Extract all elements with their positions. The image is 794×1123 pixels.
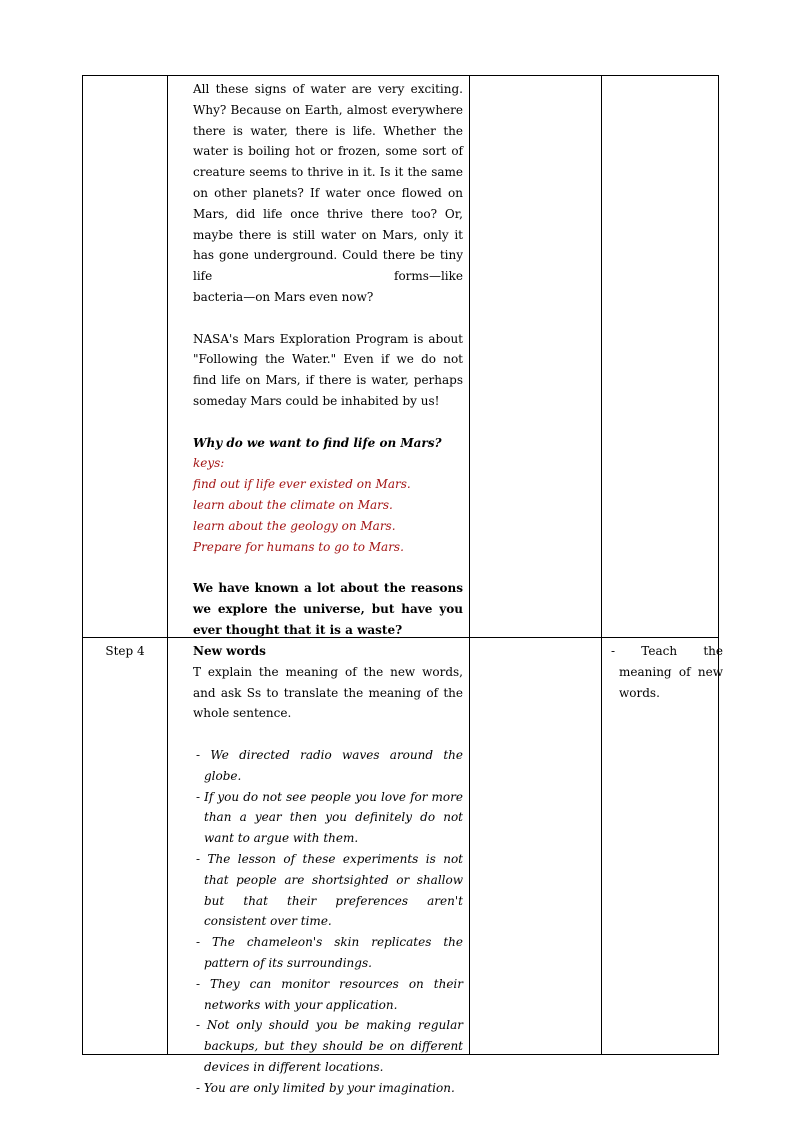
- column-divider-2: [469, 75, 470, 1055]
- table-right-border: [718, 75, 719, 1055]
- example-sentence: - Not only should you be making regular backups, but they should be on different devices in different locations.: [196, 1018, 463, 1074]
- example-sentence: - The chameleon's skin replicates the pattern of its surroundings.: [196, 935, 463, 970]
- key-item: learn about the geology on Mars.: [193, 518, 396, 533]
- instruction-text: T explain the meaning of the new words, and ask Ss to translate the meaning of the whole sentence.: [193, 664, 463, 721]
- table-left-border: [82, 75, 83, 1055]
- water-paragraph-end: bacteria—on Mars even now?: [193, 289, 374, 304]
- purpose-text: - Teach the meaning of new words.: [611, 644, 723, 700]
- key-item: Prepare for humans to go to Mars.: [193, 539, 404, 554]
- column-divider-3: [601, 75, 602, 1055]
- step-label: Step 4: [105, 644, 145, 658]
- example-sentence: - The lesson of these experiments is not that people are shortsighted or shallow but that their preferences aren't consistent over time.: [196, 851, 463, 929]
- key-item: find out if life ever existed on Mars.: [193, 477, 411, 492]
- example-sentence: - We directed radio waves around the globe.: [196, 747, 463, 783]
- key-item: learn about the climate on Mars.: [193, 497, 393, 512]
- question-heading: Why do we want to find life on Mars?: [193, 435, 442, 450]
- example-sentence: - They can monitor resources on their networks with your application.: [196, 976, 463, 1012]
- new-words-heading: New words: [193, 644, 266, 658]
- row1-content-cell: [193, 79, 463, 641]
- closing-statement: We have known a lot about the reasons we explore the universe, but have you ever thought that it is a waste?: [193, 581, 463, 637]
- column-divider-1: [167, 75, 168, 1055]
- table-top-border: [82, 75, 719, 76]
- example-sentence: - You are only limited by your imagination.: [196, 1080, 455, 1095]
- keys-label: keys:: [193, 456, 225, 471]
- example-sentence: - If you do not see people you love for more than a year then you definitely do not want to argue with them.: [196, 789, 463, 846]
- nasa-paragraph: NASA's Mars Exploration Program is about "Following the Water." Even if we do not find life on Mars, if there is water, perhaps someday Mars could be inhabited by us!: [193, 331, 463, 408]
- row2-content-cell: [193, 641, 463, 1099]
- water-paragraph: All these signs of water are very exciting. Why? Because on Earth, almost everywhere there is water, there is life. Whether the water is boiling hot or frozen, some sort of creature seems to thrive in it. Is it the same on other planets? If water once flowed on Mars, did life once thrive there too? Or, maybe there is still water on Mars, only it has gone underground. Could there be tiny life forms—like: [193, 82, 463, 284]
